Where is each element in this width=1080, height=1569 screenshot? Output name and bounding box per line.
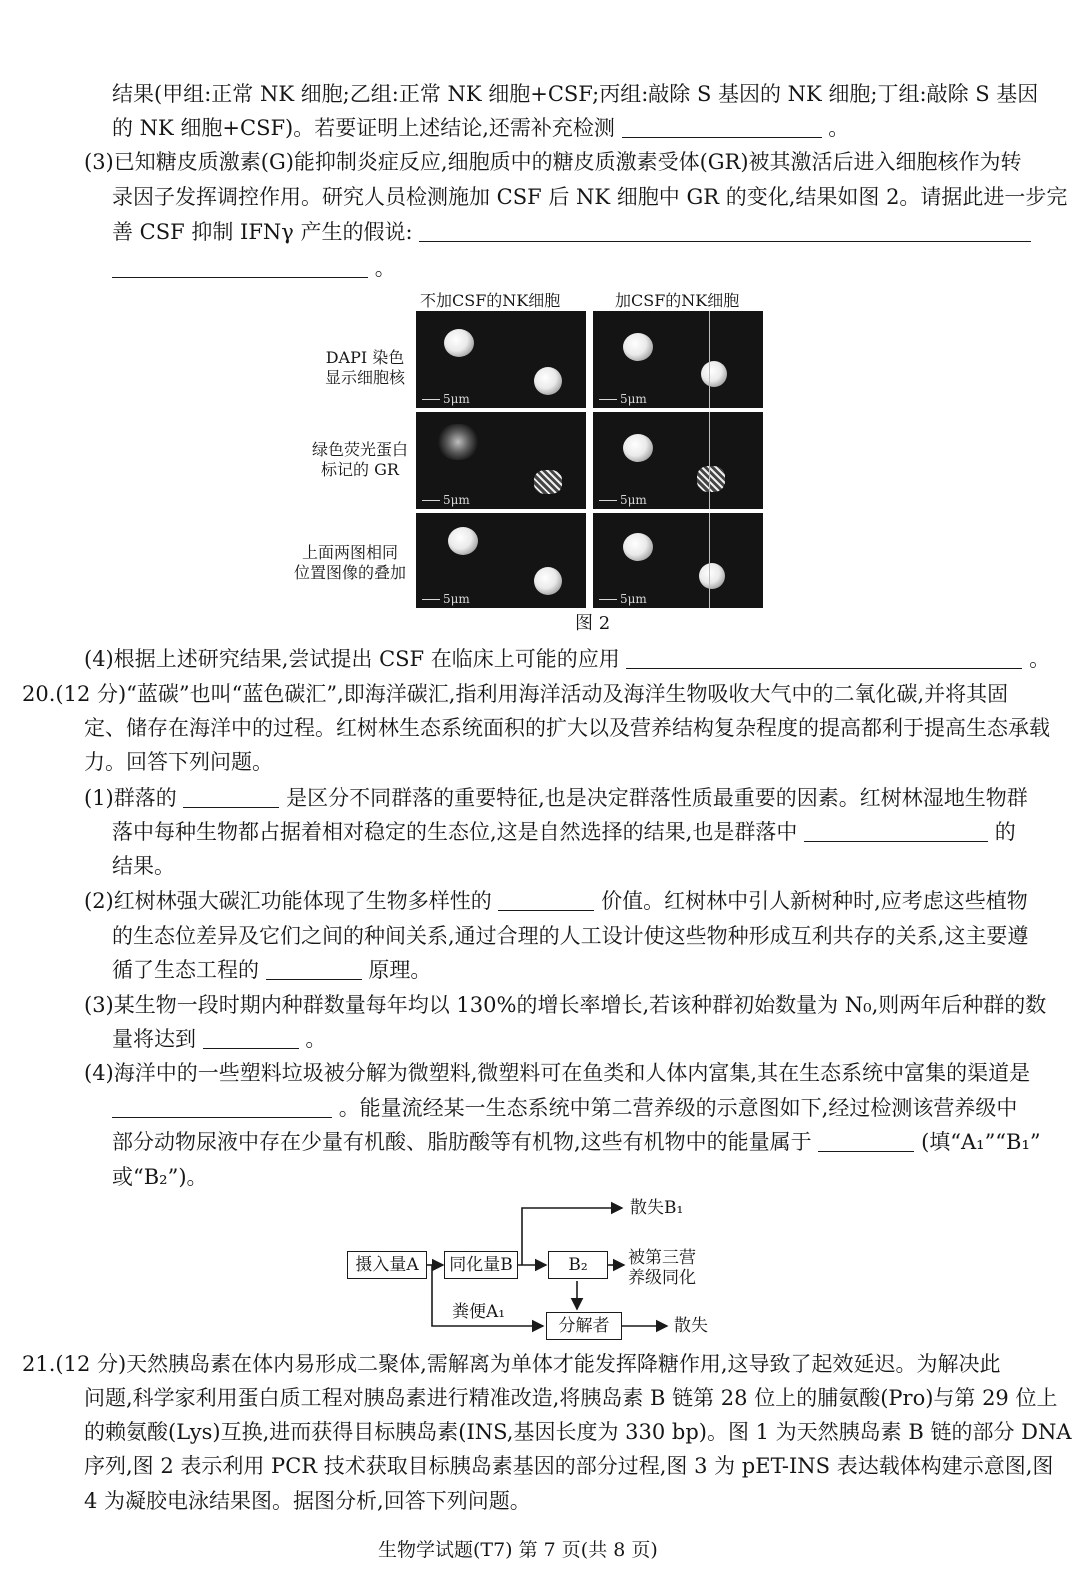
box-assimilation: 同化量B	[444, 1251, 518, 1279]
scale-bar: 5μm	[599, 493, 647, 507]
scale-bar: 5μm	[599, 592, 647, 606]
col-label-csf: 加CSF的NK细胞	[615, 291, 740, 310]
q20-p2-text: (2)红树林强大碳汇功能体现了生物多样性的	[84, 889, 492, 913]
q20-p2-text: 原理。	[368, 958, 432, 982]
q20-p1-text: 的	[994, 820, 1016, 844]
figure-caption: 图 2	[575, 613, 611, 634]
period: 。	[305, 1027, 327, 1051]
scale-bar: 5μm	[422, 592, 470, 606]
q20-stem-line3: 力。回答下列问题。	[84, 750, 273, 774]
q20-p4-text: 。能量流经某一生态系统中第二营养级的示意图如下,经过检测该营养级中	[338, 1096, 1018, 1120]
q20-p1-line3: 结果。	[112, 854, 175, 878]
q20-p4-text: (填“A₁”“B₁”	[921, 1130, 1041, 1154]
box-decomposer: 分解者	[546, 1312, 622, 1340]
label-third-trophic: 被第三营 养级同化	[628, 1248, 696, 1288]
q21-line5: 4 为凝胶电泳结果图。据图分析,回答下列问题。	[84, 1489, 531, 1513]
q20-p2-line2: 的生态位差异及它们之间的种间关系,通过合理的人工设计使这些物种形成互利共存的关系,这主要遵	[112, 924, 1029, 948]
q21-line4: 序列,图 2 表示利用 PCR 技术获取目标胰岛素基因的部分过程,图 3 为 pET-INS 表达载体构建示意图,图	[84, 1454, 1054, 1478]
page-footer: 生物学试题(T7) 第 7 页(共 8 页)	[378, 1539, 658, 1561]
row-label-gr: 绿色荧光蛋白 标记的 GR	[311, 440, 408, 479]
q21-line1: 21.(12 分)天然胰岛素在体内易形成二聚体,需解离为单体才能发挥降糖作用,这导致了起效延迟。为解决此	[22, 1352, 1001, 1376]
q21-line3: 的赖氨酸(Lys)互换,进而获得目标胰岛素(INS,基因长度为 330 bp)。图 1 为天然胰岛素 B 链的部分 DNA	[84, 1420, 1072, 1444]
q20-p1-text: 落中每种生物都占据着相对稳定的生态位,这是自然选择的结果,也是群落中	[112, 820, 798, 844]
period: 。	[828, 116, 850, 140]
scale-bar: 5μm	[422, 493, 470, 507]
period: 。	[1029, 647, 1051, 671]
q20-p3-line1: (3)某生物一段时期内种群数量每年均以 130%的增长率增长,若该种群初始数量为 N₀,则两年后种群的数	[84, 993, 1047, 1017]
q20-p4-line1: (4)海洋中的一些塑料垃圾被分解为微塑料,微塑料可在鱼类和人体内富集,其在生态系统中富集的渠道是	[84, 1061, 1031, 1085]
q20-p3-text: 量将达到	[112, 1027, 196, 1051]
q19-p3-text: 善 CSF 抑制 IFNγ 产生的假说:	[112, 220, 413, 244]
q19-cont-line1: 结果(甲组:正常 NK 细胞;乙组:正常 NK 细胞+CSF;丙组:敲除 S 基因的 NK 细胞;丁组:敲除 S 基因	[112, 82, 1039, 106]
row-label-dapi: DAPI 染色 显示细胞核	[324, 348, 405, 387]
q19-p3-line1: (3)已知糖皮质激素(G)能抑制炎症反应,细胞质中的糖皮质激素受体(GR)被其激活后进入细胞核作为转	[84, 150, 1022, 174]
scale-bar: 5μm	[422, 392, 470, 406]
period: 。	[374, 256, 396, 280]
q21-line2: 问题,科学家利用蛋白质工程对胰岛素进行精准改造,将胰岛素 B 链第 28 位上的脯氨酸(Pro)与第 29 位上	[84, 1386, 1058, 1410]
col-label-no-csf: 不加CSF的NK细胞	[420, 291, 561, 310]
q19-cont-text: 的 NK 细胞+CSF)。若要证明上述结论,还需补充检测	[112, 116, 615, 140]
row-label-merge: 上面两图相同 位置图像的叠加	[293, 543, 406, 582]
label-lost: 散失	[674, 1316, 708, 1336]
q19-p4-text: (4)根据上述研究结果,尝试提出 CSF 在临床上可能的应用	[84, 647, 620, 671]
q20-p4-line4: 或“B₂”)。	[112, 1165, 208, 1189]
label-lost-b1: 散失B₁	[630, 1198, 684, 1218]
q19-p3-line2: 录因子发挥调控作用。研究人员检测施加 CSF 后 NK 细胞中 GR 的变化,结果如图 2。请据此进一步完	[112, 185, 1068, 209]
q20-p2-text: 价值。红树林中引人新树种时,应考虑这些植物	[601, 889, 1028, 913]
q20-p4-text: 部分动物尿液中存在少量有机酸、脂肪酸等有机物,这些有机物中的能量属于	[112, 1130, 812, 1154]
box-b2: B₂	[548, 1251, 608, 1279]
scale-bar: 5μm	[599, 392, 647, 406]
q20-p2-text: 循了生态工程的	[112, 958, 259, 982]
label-feces: 粪便A₁	[452, 1302, 506, 1322]
q20-stem-line2: 定、储存在海洋中的过程。红树林生态系统面积的扩大以及营养结构复杂程度的提高都利于提高生态承载	[84, 716, 1050, 740]
q20-p1-text: 是区分不同群落的重要特征,也是决定群落性质最重要的因素。红树林湿地生物群	[286, 786, 1028, 810]
box-intake: 摄入量A	[347, 1251, 427, 1279]
q20-p1-text: (1)群落的	[84, 786, 177, 810]
q20-stem-line1: 20.(12 分)“蓝碳”也叫“蓝色碳汇”,即海洋碳汇,指利用海洋活动及海洋生物吸收大气中的二氧化碳,并将其固	[22, 682, 1009, 706]
